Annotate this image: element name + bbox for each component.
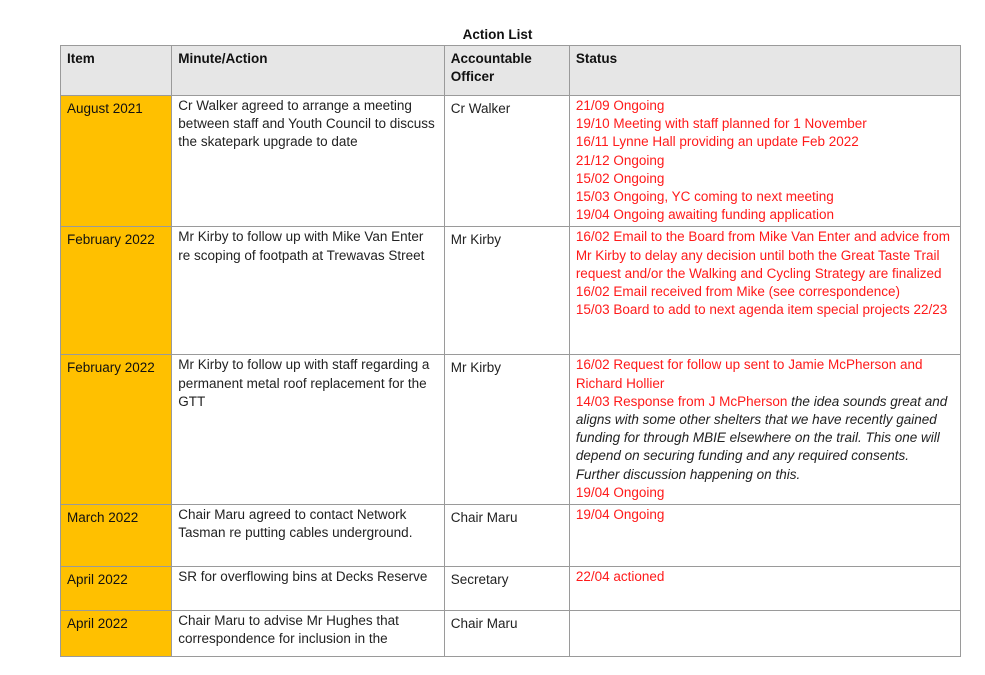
status-entry: 19/04 Ongoing awaiting funding application <box>575 207 835 223</box>
status-cell <box>569 227 960 355</box>
status-entry: 21/09 Ongoing <box>575 98 665 113</box>
table-row <box>61 227 961 355</box>
status-entry: 21/12 Ongoing <box>575 152 665 168</box>
column-header-minute: Minute/Action <box>172 46 444 96</box>
minute-cell: Mr Kirby to follow up with staff regarding a permanent metal roof replacement for the GTT <box>172 355 444 505</box>
column-header-status: Status <box>569 46 960 96</box>
officer-cell: Chair Maru <box>444 505 569 567</box>
minute-cell: Chair Maru to advise Mr Hughes that correspondence for inclusion in the <box>172 611 444 657</box>
status-entry: 15/03 Board to add to next agenda item special projects 22/23 <box>575 302 948 318</box>
table-row <box>61 611 961 657</box>
item-cell: August 2021 <box>61 96 172 227</box>
item-cell: February 2022 <box>61 355 172 505</box>
item-cell: February 2022 <box>61 227 172 355</box>
action-list-table <box>60 45 961 657</box>
status-entry: 15/02 Ongoing <box>575 170 665 186</box>
status-quote-prefix: 14/03 Response from J McPherson <box>575 393 788 409</box>
officer-cell: Chair Maru <box>444 611 569 657</box>
minute-cell: Cr Walker agreed to arrange a meeting between staff and Youth Council to discuss the skatepark upgrade to date <box>172 96 444 227</box>
table-header <box>61 46 961 96</box>
status-entry-quote <box>576 393 954 484</box>
item-cell: April 2022 <box>61 611 172 657</box>
status-cell <box>569 611 960 657</box>
minute-cell: Mr Kirby to follow up with Mike Van Enter re scoping of footpath at Trewavas Street <box>172 227 444 355</box>
item-cell: April 2022 <box>61 567 172 611</box>
status-entry: 15/03 Ongoing, YC coming to next meeting <box>575 189 834 205</box>
column-header-officer: Accountable Officer <box>444 46 569 96</box>
status-cell <box>569 567 960 611</box>
status-entry: 16/02 Email received from Mike (see correspondence) <box>575 284 900 300</box>
document-title: Action List <box>462 27 533 42</box>
status-entry: 16/02 Request for follow up sent to Jamie McPherson and Richard Hollier <box>575 357 923 391</box>
table-row <box>61 355 961 505</box>
table-row <box>61 96 961 227</box>
status-entry: 19/04 Ongoing <box>575 507 665 523</box>
officer-cell: Secretary <box>444 567 569 611</box>
status-cell <box>569 355 960 505</box>
status-quote-text: the idea sounds great and aligns with some other shelters that we have recently gained funding for through MBIE elsewhere on the trail. This one will depend on securing funding and any required consents. Further discussion happening on this. <box>575 393 948 482</box>
table-body <box>61 96 961 657</box>
column-header-item: Item <box>61 46 172 96</box>
officer-cell: Mr Kirby <box>444 355 569 505</box>
status-entry: 19/04 Ongoing <box>575 484 665 500</box>
status-entry: 16/02 Email to the Board from Mike Van Enter and advice from Mr Kirby to delay any decision until both the Great Taste Trail request and/or the Walking and Cycling Strategy are finalized <box>575 229 950 281</box>
minute-cell: SR for overflowing bins at Decks Reserve <box>172 567 444 611</box>
minute-cell: Chair Maru agreed to contact Network Tasman re putting cables underground. <box>172 505 444 567</box>
officer-cell: Cr Walker <box>444 96 569 227</box>
officer-cell: Mr Kirby <box>444 227 569 355</box>
item-cell: March 2022 <box>61 505 172 567</box>
table-row <box>61 567 961 611</box>
status-entry: 19/10 Meeting with staff planned for 1 November <box>575 116 867 132</box>
table-row <box>61 505 961 567</box>
status-cell <box>569 505 960 567</box>
status-cell <box>569 96 960 227</box>
status-entry: 16/11 Lynne Hall providing an update Feb 2022 <box>575 134 859 150</box>
status-entry: 22/04 actioned <box>575 569 665 585</box>
